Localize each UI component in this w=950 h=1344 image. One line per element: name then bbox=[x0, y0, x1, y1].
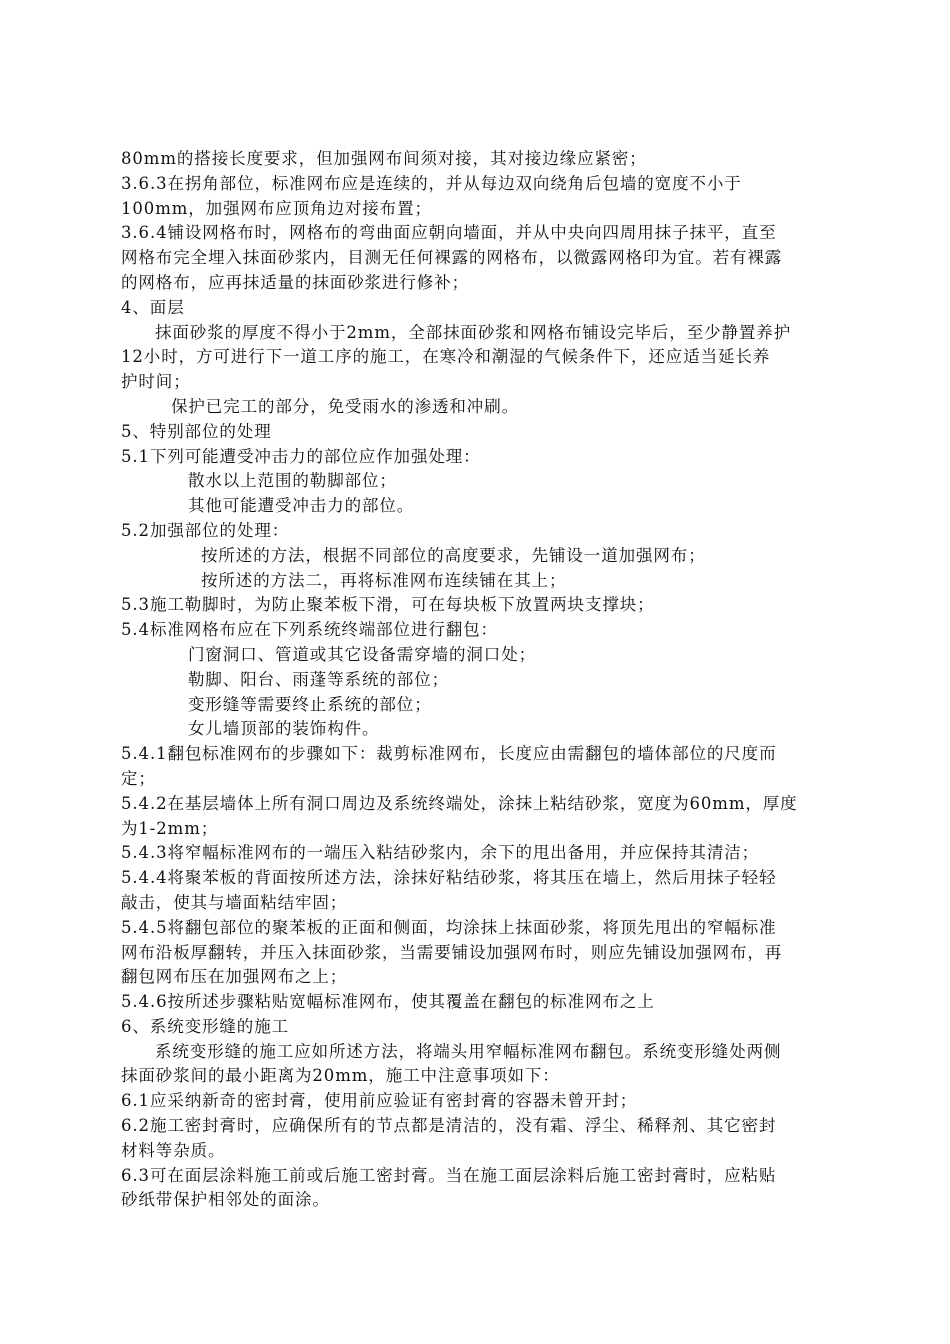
text-line: 为1-2mm； bbox=[121, 818, 219, 838]
text-line: 6.1应采纳新奇的密封膏，使用前应验证有密封膏的容器未曾开封； bbox=[121, 1091, 638, 1111]
text-line: 3.6.3在拐角部位，标准网布应是连续的，并从每边双向绕角后包墙的宽度不小于 bbox=[121, 173, 742, 193]
text-line: 网格布完全埋入抹面砂浆内，目测无任何裸露的网格布，以微露网格印为宜。若有裸露 bbox=[121, 248, 783, 268]
text-line: 敲击，使其与墙面粘结牢固； bbox=[121, 892, 348, 912]
text-line: 其他可能遭受冲击力的部位。 bbox=[188, 496, 415, 516]
text-line: 5.4.3将窄幅标准网布的一端压入粘结砂浆内，余下的甩出备用，并应保持其清洁； bbox=[121, 843, 760, 863]
text-line: 门窗洞口、管道或其它设备需穿墙的洞口处； bbox=[188, 644, 536, 664]
text-line: 散水以上范围的勒脚部位； bbox=[188, 471, 397, 491]
text-line: 6.2施工密封膏时，应确保所有的节点都是清洁的，没有霜、浮尘、稀释剂、其它密封 bbox=[121, 1116, 777, 1136]
text-line: 护时间； bbox=[121, 372, 191, 392]
text-line: 5、特别部位的处理 bbox=[121, 421, 272, 441]
text-line: 12小时，方可进行下一道工序的施工，在寒冷和潮湿的气候条件下，还应适当延长养 bbox=[121, 347, 771, 367]
text-line: 5.4.6按所述步骤粘贴宽幅标准网布，使其覆盖在翻包的标准网布之上 bbox=[121, 992, 655, 1012]
text-line: 6、系统变形缝的施工 bbox=[121, 1016, 289, 1036]
text-line: 5.2加强部位的处理： bbox=[121, 520, 290, 540]
text-line: 翻包网布压在加强网布之上； bbox=[121, 967, 348, 987]
text-line: 4、面层 bbox=[121, 297, 185, 317]
text-line: 按所述的方法二，再将标准网布连续铺在其上； bbox=[201, 570, 567, 590]
text-line: 变形缝等需要终止系统的部位； bbox=[188, 694, 432, 714]
text-line: 100mm，加强网布应顶角边对接布置； bbox=[121, 198, 432, 218]
text-line: 5.4.1翻包标准网布的步骤如下：裁剪标准网布，长度应由需翻包的墙体部位的尺度而 bbox=[121, 744, 777, 764]
text-line: 女儿墙顶部的装饰构件。 bbox=[188, 719, 380, 739]
text-line: 按所述的方法，根据不同部位的高度要求，先铺设一道加强网布； bbox=[201, 545, 706, 565]
text-line: 网布沿板厚翻转，并压入抹面砂浆，当需要铺设加强网布时，则应先铺设加强网布，再 bbox=[121, 942, 783, 962]
text-line: 5.4.5将翻包部位的聚苯板的正面和侧面，均涂抹上抹面砂浆，将顶先甩出的窄幅标准 bbox=[121, 917, 777, 937]
text-line: 5.4.2在基层墙体上所有洞口周边及系统终端处，涂抹上粘结砂浆，宽度为60mm，厚度 bbox=[121, 793, 798, 813]
text-line: 80mm的搭接长度要求，但加强网布间须对接，其对接边缘应紧密； bbox=[121, 149, 647, 168]
document-body bbox=[121, 147, 851, 1213]
text-line: 保护已完工的部分，免受雨水的渗透和冲刷。 bbox=[171, 396, 519, 416]
text-line: 材料等杂质。 bbox=[121, 1140, 226, 1160]
text-line: 5.3施工勒脚时，为防止聚苯板下滑，可在每块板下放置两块支撑块； bbox=[121, 595, 655, 615]
text-line: 6.3可在面层涂料施工前或后施工密封膏。当在施工面层涂料后施工密封膏时，应粘贴 bbox=[121, 1165, 777, 1185]
text-line: 3.6.4铺设网格布时，网格布的弯曲面应朝向墙面，并从中央向四周用抹子抹平，直至 bbox=[121, 223, 777, 243]
text-line: 5.4.4将聚苯板的背面按所述方法，涂抹好粘结砂浆，将其压在墙上，然后用抹子轻轻 bbox=[121, 868, 777, 888]
text-line: 5.4标准网格布应在下列系统终端部位进行翻包： bbox=[121, 620, 498, 640]
text-line: 定； bbox=[121, 768, 156, 788]
text-line: 勒脚、阳台、雨蓬等系统的部位； bbox=[188, 669, 449, 689]
text-line: 系统变形缝的施工应如所述方法，将端头用窄幅标准网布翻包。系统变形缝处两侧 bbox=[155, 1041, 782, 1061]
text-line: 砂纸带保护相邻处的面涂。 bbox=[121, 1190, 330, 1210]
text-line: 的网格布，应再抹适量的抹面砂浆进行修补； bbox=[121, 272, 469, 292]
text-line: 5.1下列可能遭受冲击力的部位应作加强处理： bbox=[121, 446, 481, 466]
text-line: 抹面砂浆的厚度不得小于2mm，全部抹面砂浆和网格布铺设完毕后，至少静置养护 bbox=[155, 322, 792, 342]
text-line: 抹面砂浆间的最小距离为20mm，施工中注意事项如下： bbox=[121, 1066, 560, 1086]
